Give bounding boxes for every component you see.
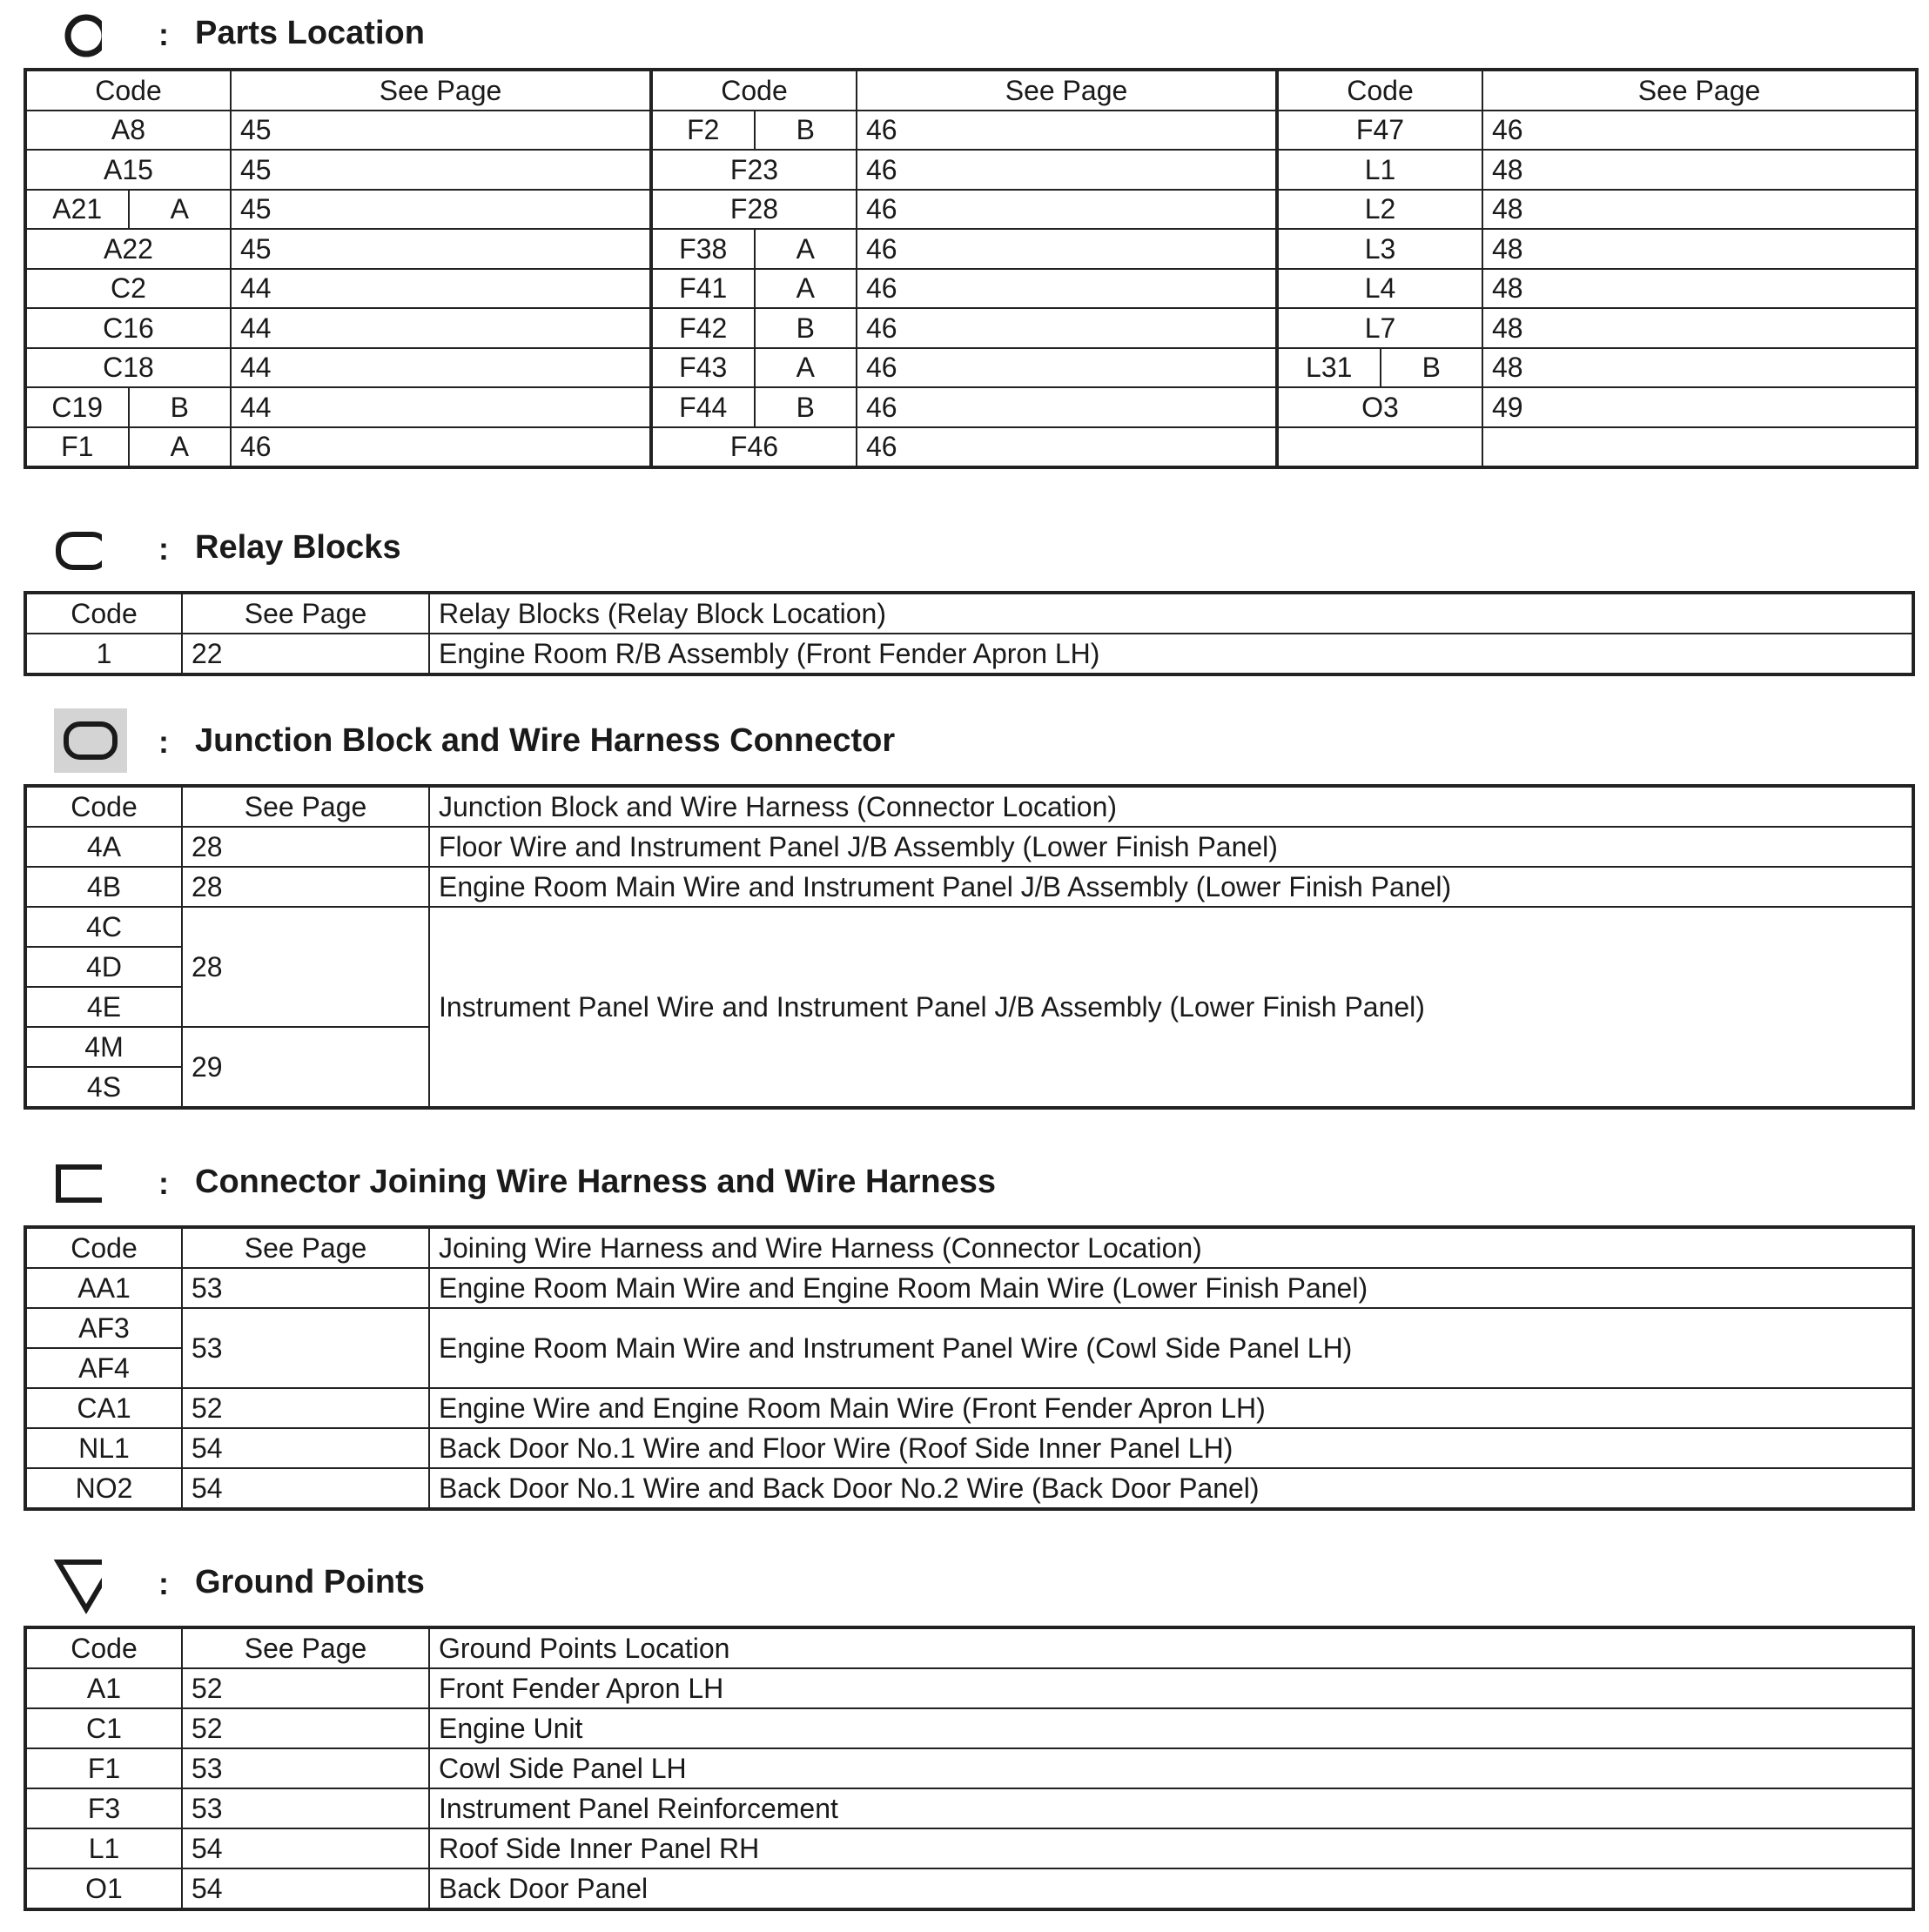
code-split xyxy=(653,388,856,426)
code-cell: C18 xyxy=(25,348,231,388)
code-cell: O3 xyxy=(1277,387,1482,427)
table-row xyxy=(25,269,1917,309)
code-split xyxy=(1279,349,1482,387)
code-cell xyxy=(651,111,857,151)
code-value: F41 xyxy=(679,272,728,305)
ground-points-header xyxy=(24,1553,1915,1614)
code-cell: NO2 xyxy=(25,1468,182,1509)
header-code: Code xyxy=(651,70,857,111)
header-location: Ground Points Location xyxy=(429,1627,1913,1668)
location-cell: Engine Room Main Wire and Engine Room Main Wire (Lower Finish Panel) xyxy=(429,1268,1913,1308)
page-cell: 48 xyxy=(1482,308,1917,348)
location-cell: Engine Unit xyxy=(429,1708,1913,1748)
table-row xyxy=(25,1868,1913,1909)
ground-points-table xyxy=(24,1626,1915,1911)
parts-location-table xyxy=(24,68,1919,469)
code-split xyxy=(653,309,856,347)
code-cell: 4S xyxy=(25,1067,182,1108)
page-cell: 29 xyxy=(182,1027,429,1108)
code-cell xyxy=(651,348,857,388)
code-split xyxy=(27,191,230,229)
code-cell xyxy=(651,308,857,348)
code-cell: L4 xyxy=(1277,269,1482,309)
junction-blocks-header xyxy=(24,712,1915,773)
location-cell: Back Door No.1 Wire and Floor Wire (Roof Side Inner Panel LH) xyxy=(429,1428,1913,1468)
code-value: F44 xyxy=(679,391,728,423)
table-row xyxy=(25,1388,1913,1428)
page-cell: 46 xyxy=(231,427,651,468)
page-cell: 46 xyxy=(857,427,1277,468)
page-cell: 46 xyxy=(857,150,1277,190)
rectangle-icon xyxy=(24,1153,102,1214)
shaded-rounded-rect-icon xyxy=(54,708,158,775)
page-cell: 48 xyxy=(1482,269,1917,309)
page-cell: 52 xyxy=(182,1668,429,1708)
code-suffix: B xyxy=(128,388,231,426)
table-row xyxy=(25,1428,1913,1468)
header-see-page: See Page xyxy=(182,1627,429,1668)
code-split xyxy=(653,111,856,150)
location-cell: Engine Room Main Wire and Instrument Panel J/B Assembly (Lower Finish Panel) xyxy=(429,867,1913,907)
code-cell xyxy=(651,229,857,269)
table-row xyxy=(25,190,1917,230)
code-cell: O1 xyxy=(25,1868,182,1909)
page-cell: 28 xyxy=(182,827,429,867)
header-code: Code xyxy=(25,593,182,634)
header-code: Code xyxy=(25,1627,182,1668)
code-split xyxy=(27,388,230,426)
page-cell: 46 xyxy=(857,308,1277,348)
circle-icon xyxy=(24,4,102,65)
page-cell: 22 xyxy=(182,634,429,674)
page-cell: 44 xyxy=(231,308,651,348)
table-row xyxy=(25,427,1917,468)
header-see-page: See Page xyxy=(1482,70,1917,111)
page-cell: 46 xyxy=(857,111,1277,151)
page-cell: 54 xyxy=(182,1868,429,1909)
code-cell: F47 xyxy=(1277,111,1482,151)
code-cell: 4E xyxy=(25,987,182,1027)
code-value: L31 xyxy=(1306,352,1353,384)
table-row xyxy=(25,1828,1913,1868)
code-cell xyxy=(25,190,231,230)
code-value: F43 xyxy=(679,352,728,384)
page-cell: 44 xyxy=(231,348,651,388)
code-suffix: B xyxy=(754,111,857,150)
page-cell: 48 xyxy=(1482,150,1917,190)
code-cell: L1 xyxy=(1277,150,1482,190)
code-cell: AA1 xyxy=(25,1268,182,1308)
code-cell: A8 xyxy=(25,111,231,151)
page-cell: 45 xyxy=(231,229,651,269)
location-cell: Engine Room Main Wire and Instrument Panel Wire (Cowl Side Panel LH) xyxy=(429,1308,1913,1388)
table-row xyxy=(25,150,1917,190)
table-row xyxy=(25,387,1917,427)
page-cell: 54 xyxy=(182,1828,429,1868)
parts-location-header xyxy=(24,4,1915,65)
header-see-page: See Page xyxy=(182,593,429,634)
section-colon: : xyxy=(158,17,169,52)
code-cell: 4D xyxy=(25,947,182,987)
page-cell: 53 xyxy=(182,1268,429,1308)
code-cell: C16 xyxy=(25,308,231,348)
page-cell: 28 xyxy=(182,867,429,907)
code-split xyxy=(653,230,856,268)
code-cell: L7 xyxy=(1277,308,1482,348)
page-cell: 48 xyxy=(1482,190,1917,230)
table-row xyxy=(25,1748,1913,1788)
page-cell: 44 xyxy=(231,269,651,309)
page-cell: 45 xyxy=(231,111,651,151)
code-cell xyxy=(1277,348,1482,388)
code-cell xyxy=(651,269,857,309)
code-suffix: B xyxy=(1380,349,1482,387)
code-cell: 4A xyxy=(25,827,182,867)
location-cell: Back Door Panel xyxy=(429,1868,1913,1909)
code-cell: F23 xyxy=(651,150,857,190)
header-code: Code xyxy=(25,786,182,827)
table-row xyxy=(25,1668,1913,1708)
table-row xyxy=(25,1468,1913,1509)
page-cell: 52 xyxy=(182,1388,429,1428)
code-value: F1 xyxy=(61,431,94,463)
table-header-row xyxy=(25,1227,1913,1268)
table-row xyxy=(25,1308,1913,1348)
triangle-down-icon xyxy=(24,1553,102,1614)
location-cell: Roof Side Inner Panel RH xyxy=(429,1828,1913,1868)
header-location: Relay Blocks (Relay Block Location) xyxy=(429,593,1913,634)
code-cell: CA1 xyxy=(25,1388,182,1428)
page-cell: 54 xyxy=(182,1428,429,1468)
code-value: F2 xyxy=(687,114,720,146)
page-cell: 49 xyxy=(1482,387,1917,427)
page-cell: 46 xyxy=(857,269,1277,309)
location-cell: Floor Wire and Instrument Panel J/B Assembly (Lower Finish Panel) xyxy=(429,827,1913,867)
table-row xyxy=(25,867,1913,907)
code-cell: A15 xyxy=(25,150,231,190)
section-colon: : xyxy=(158,724,169,760)
code-cell: F3 xyxy=(25,1788,182,1828)
table-row xyxy=(25,348,1917,388)
code-value: F38 xyxy=(679,232,728,265)
code-split xyxy=(653,270,856,308)
rounded-rect-icon xyxy=(24,519,102,580)
code-cell: 4M xyxy=(25,1027,182,1067)
code-suffix: B xyxy=(754,388,857,426)
code-suffix: A xyxy=(754,230,857,268)
section-title: Parts Location xyxy=(195,15,425,51)
page-cell: 53 xyxy=(182,1308,429,1388)
code-cell xyxy=(651,387,857,427)
header-location: Junction Block and Wire Harness (Connector Location) xyxy=(429,786,1913,827)
header-see-page: See Page xyxy=(231,70,651,111)
section-title: Relay Blocks xyxy=(195,529,401,566)
table-header-row xyxy=(25,786,1913,827)
location-cell: Instrument Panel Wire and Instrument Panel J/B Assembly (Lower Finish Panel) xyxy=(429,907,1913,1108)
table-row xyxy=(25,827,1913,867)
page-cell: 45 xyxy=(231,190,651,230)
page-cell: 48 xyxy=(1482,348,1917,388)
location-cell: Front Fender Apron LH xyxy=(429,1668,1913,1708)
table-row xyxy=(25,1708,1913,1748)
header-see-page: See Page xyxy=(182,1227,429,1268)
page-cell: 53 xyxy=(182,1748,429,1788)
section-colon: : xyxy=(158,531,169,567)
location-cell: Engine Room R/B Assembly (Front Fender Apron LH) xyxy=(429,634,1913,674)
code-cell xyxy=(1277,427,1482,468)
code-suffix: B xyxy=(754,309,857,347)
page-cell: 53 xyxy=(182,1788,429,1828)
table-row xyxy=(25,1268,1913,1308)
code-cell: L3 xyxy=(1277,229,1482,269)
code-value: F42 xyxy=(679,312,728,344)
header-see-page: See Page xyxy=(182,786,429,827)
code-split xyxy=(653,349,856,387)
header-see-page: See Page xyxy=(857,70,1277,111)
code-cell xyxy=(25,387,231,427)
page-cell: 46 xyxy=(857,190,1277,230)
header-code: Code xyxy=(25,70,231,111)
table-header-row xyxy=(25,70,1917,111)
code-cell: A22 xyxy=(25,229,231,269)
code-suffix: A xyxy=(754,349,857,387)
page-cell: 48 xyxy=(1482,229,1917,269)
code-value: A21 xyxy=(52,193,103,225)
code-cell: 4C xyxy=(25,907,182,947)
code-cell: 4B xyxy=(25,867,182,907)
code-suffix: A xyxy=(754,270,857,308)
code-cell: C2 xyxy=(25,269,231,309)
table-header-row xyxy=(25,593,1913,634)
table-header-row xyxy=(25,1627,1913,1668)
page-cell: 28 xyxy=(182,907,429,1027)
code-cell: F46 xyxy=(651,427,857,468)
code-suffix: A xyxy=(128,191,231,229)
location-cell: Instrument Panel Reinforcement xyxy=(429,1788,1913,1828)
code-cell: F1 xyxy=(25,1748,182,1788)
section-title: Ground Points xyxy=(195,1564,425,1600)
page-cell: 46 xyxy=(1482,111,1917,151)
location-cell: Cowl Side Panel LH xyxy=(429,1748,1913,1788)
code-value: C19 xyxy=(51,391,104,423)
code-cell xyxy=(25,427,231,468)
code-cell: AF3 xyxy=(25,1308,182,1348)
page-cell: 46 xyxy=(857,229,1277,269)
joining-connectors-header xyxy=(24,1153,1915,1214)
code-cell: NL1 xyxy=(25,1428,182,1468)
page-cell xyxy=(1482,427,1917,468)
page-cell: 46 xyxy=(857,348,1277,388)
location-cell: Back Door No.1 Wire and Back Door No.2 Wire (Back Door Panel) xyxy=(429,1468,1913,1509)
table-row xyxy=(25,907,1913,947)
page-cell: 52 xyxy=(182,1708,429,1748)
section-title: Junction Block and Wire Harness Connector xyxy=(195,722,896,759)
header-code: Code xyxy=(1277,70,1482,111)
page-cell: 54 xyxy=(182,1468,429,1509)
junction-blocks-table xyxy=(24,784,1915,1110)
code-cell: 1 xyxy=(25,634,182,674)
table-row xyxy=(25,111,1917,151)
code-cell: A1 xyxy=(25,1668,182,1708)
page-cell: 45 xyxy=(231,150,651,190)
table-row xyxy=(25,634,1913,674)
code-cell: AF4 xyxy=(25,1348,182,1388)
code-cell: L1 xyxy=(25,1828,182,1868)
page-cell: 46 xyxy=(857,387,1277,427)
relay-blocks-table xyxy=(24,591,1915,676)
section-title: Connector Joining Wire Harness and Wire Harness xyxy=(195,1164,996,1200)
section-colon: : xyxy=(158,1566,169,1601)
header-location: Joining Wire Harness and Wire Harness (Connector Location) xyxy=(429,1227,1913,1268)
code-split xyxy=(27,428,230,466)
code-cell: F28 xyxy=(651,190,857,230)
code-cell: C1 xyxy=(25,1708,182,1748)
table-row xyxy=(25,1788,1913,1828)
table-row xyxy=(25,308,1917,348)
section-colon: : xyxy=(158,1165,169,1201)
code-cell: L2 xyxy=(1277,190,1482,230)
location-cell: Engine Wire and Engine Room Main Wire (Front Fender Apron LH) xyxy=(429,1388,1913,1428)
table-row xyxy=(25,229,1917,269)
code-suffix: A xyxy=(128,428,231,466)
page-cell: 44 xyxy=(231,387,651,427)
joining-connectors-table xyxy=(24,1225,1915,1511)
relay-blocks-header xyxy=(24,519,1915,580)
header-code: Code xyxy=(25,1227,182,1268)
